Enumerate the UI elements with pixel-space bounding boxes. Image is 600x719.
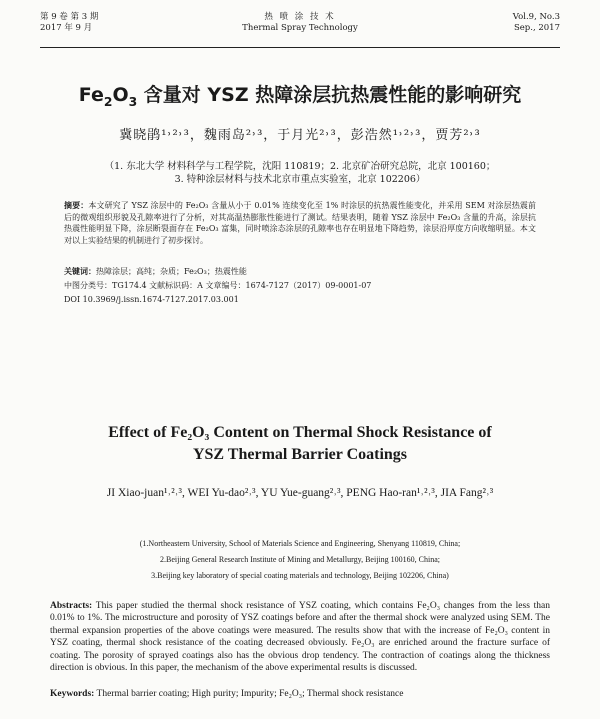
title-o: O <box>112 84 129 106</box>
journal-volume-en <box>513 12 560 34</box>
chinese-title <box>0 80 600 107</box>
english-title <box>0 422 600 466</box>
classification-line: 中图分类号：TG174.4 文献标识码：A 文章编号：1674-7127（2017）09-0001-07 <box>64 281 372 290</box>
keywords-text-cn: 热障涂层；高纯；杂质；Fe₂O₃；热震性能 <box>96 267 247 276</box>
chinese-keywords <box>64 266 536 277</box>
title-fe: Fe <box>78 84 104 106</box>
english-abstract <box>50 600 550 674</box>
abstract-label-cn: 摘要： <box>64 201 89 210</box>
chinese-abstract <box>64 200 536 246</box>
abstract-text-cn: 本文研究了 YSZ 涂层中的 Fe₂O₃ 含量从小于 0.01% 连续变化至 1% 时涂层的抗热震性能变化，并采用 SEM 对涂层热震前后的微观组织形貌及孔隙率进行了分析，对其高温热膨胀性能进行了测试。结果表明，随着 YSZ 涂层中 Fe₂O₃ 含量的升高，涂层抗热震性能明显下降，涂层断裂面存在 Fe₂O₃ 富集，同时喷涂态涂层的孔隙率也存在明显地下降趋势，涂层沿厚度方向收缩明显。本文对以上实验结果的机制进行了初步探讨。 <box>64 201 537 245</box>
english-keywords <box>50 689 550 699</box>
chinese-authors: 冀晓鹃¹˒²˒³，魏雨岛²˒³，于月光²˒³，彭浩然¹˒²˒³，贾芳²˒³ <box>119 128 481 143</box>
journal-name-en: Thermal Spray Technology <box>242 23 358 33</box>
journal-name-cn: 热 喷 涂 技 术 <box>264 12 336 22</box>
english-title-line-2: YSZ Thermal Barrier Coatings <box>192 446 408 463</box>
keywords-label-en: Keywords: <box>50 689 95 699</box>
affiliation-line-1: （1. 东北大学 材料科学与工程学院，沈阳 110819；2. 北京矿冶研究总院，北京 100160； <box>104 161 496 172</box>
keywords-text-en: Thermal barrier coating; High purity; Impurity; Fe₂O₃; Thermal shock resistance <box>94 689 404 699</box>
title-sub-3: 3 <box>128 94 138 109</box>
issue-date: 2017 年 9 月 <box>40 23 93 33</box>
keywords-label-cn: 关键词： <box>64 267 96 276</box>
volume-issue: 第 9 卷 第 3 期 <box>40 12 99 22</box>
journal-name <box>40 12 560 34</box>
english-authors: JI Xiao-juan¹˒²˒³, WEI Yu-dao²˒³, YU Yue-guang²˒³, PENG Hao-ran¹˒²˒³, JIA Fang²˒³ <box>106 487 494 499</box>
chinese-affiliations <box>60 160 540 186</box>
english-affiliation-2: 2.Beijing General Research Institute of Mining and Metallurgy, Beijing 100160, China; <box>160 555 440 564</box>
affiliation-line-2: 3. 特种涂层材料与技术北京市重点实验室，北京 102206） <box>174 174 426 185</box>
english-affiliation-1: (1.Northeastern University, School of Materials Science and Engineering, Shenyang 110819, China; <box>139 539 461 548</box>
abstract-text-en: This paper studied the thermal shock resistance of YSZ coating, which contains Fe₂O₃ changes from the less than 0.01% to 1%. The microstructure and porosity of YSZ coatings before and after the thermal shock were analyzed using SEM. The thermal expansion properties of the above coatings were measured. The results show that with the increase of Fe₂O₃ content in YSZ coating, thermal shock resistance of the coating decreased obviously. Fe₂O₃ are enriched around the fracture surface of coating. The porosity of sprayed coatings also has the obvious drop tendency. The contraction of coatings along the thickness direction is obvious. In this paper, the mechanism of the above experimental results is discussed. <box>50 601 550 674</box>
english-affiliation-3: 3.Beijing key laboratory of special coating materials and technology, Beijing 102206, China) <box>151 571 449 580</box>
title-rest: 含量对 YSZ 热障涂层抗热震性能的影响研究 <box>137 84 522 106</box>
abstract-label-en: Abstracts: <box>50 601 93 611</box>
doi-line: DOI 10.3969/j.issn.1674-7127.2017.03.001 <box>64 295 239 304</box>
issue-date-en: Sep., 2017 <box>513 23 560 33</box>
header-divider <box>40 47 560 48</box>
title-sub-2: 2 <box>103 94 113 109</box>
english-affiliations <box>40 536 560 584</box>
english-title-line-1: Effect of Fe₂O₃ Content on Thermal Shock Resistance of <box>108 424 492 441</box>
volume-issue-en: Vol.9, No.3 <box>512 12 560 22</box>
